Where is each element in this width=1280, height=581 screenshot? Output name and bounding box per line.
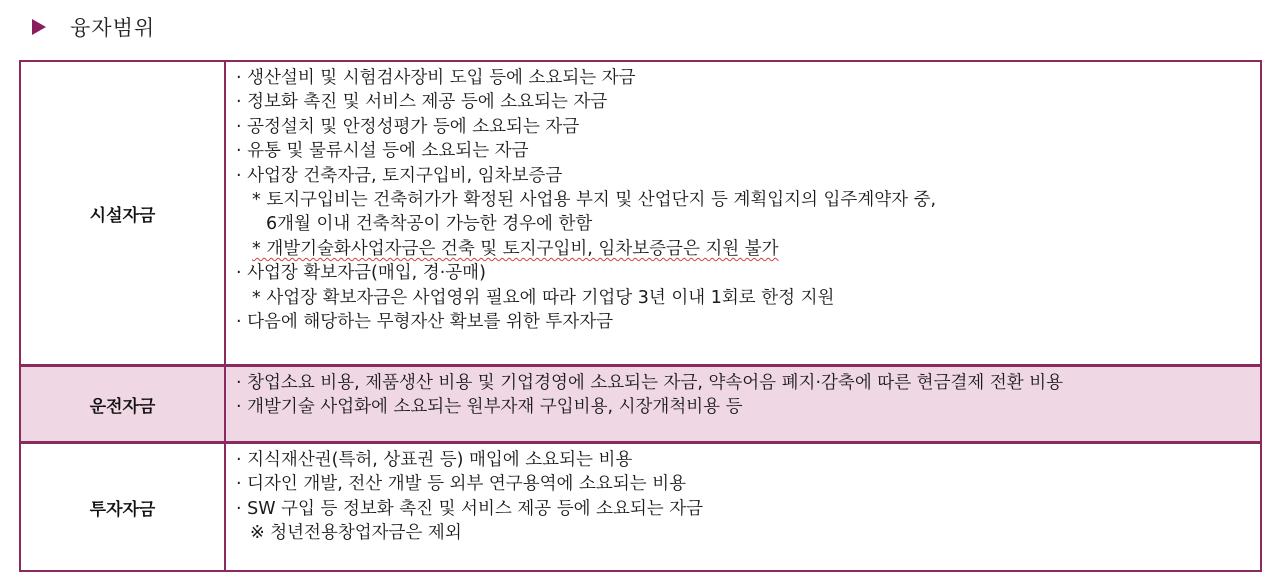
table-row-investment (20, 443, 1261, 572)
list-item: · 개발기술 사업화에 소요되는 원부자재 구입비용, 시장개척비용 등 (236, 397, 743, 418)
list-item: · 창업소요 비용, 제품생산 비용 및 기업경영에 소요되는 자금, 약속어음 폐지·감축에 따른 현금결제 전환 비용 (236, 373, 1064, 393)
note-item (236, 237, 1250, 261)
category-investment-fund: 투자자금 (20, 443, 225, 572)
list-item: · 다음에 해당하는 무형자산 확보를 위한 투자자금 (236, 312, 614, 333)
list-item: · 정보화 촉진 및 서비스 제공 등에 소요되는 자금 (236, 92, 608, 113)
note-item: * 토지구입비는 건축허가가 확정된 사업용 부지 및 산업단지 등 계획입지의 입주계약자 중, (252, 190, 937, 211)
category-operating-fund: 운전자금 (20, 366, 225, 443)
note-item-continued: 6개월 이내 건축착공이 가능한 경우에 한함 (266, 214, 593, 235)
list-item: · 지식재산권(특허, 상표권 등) 매입에 소요되는 비용 (236, 450, 633, 470)
note-item-text: * 개발기술화사업자금은 건축 및 토지구입비, 임차보증금은 지원 불가 (252, 238, 779, 259)
operating-fund-items (225, 366, 1261, 443)
section-title: 융자범위 (70, 16, 156, 40)
table-row-operating (20, 366, 1261, 443)
list-item: · 유통 및 물류시설 등에 소요되는 자금 (236, 141, 529, 162)
list-item: · SW 구입 등 정보화 촉진 및 서비스 제공 등에 소요되는 자금 (236, 498, 704, 519)
triangle-bullet-icon (32, 19, 46, 35)
list-item: · 공정설치 및 안정성평가 등에 소요되는 자금 (236, 116, 580, 137)
section-heading (32, 12, 155, 42)
investment-fund-items (225, 443, 1261, 572)
facility-fund-items (225, 61, 1261, 366)
note-item: ※ 청년전용창업자금은 제외 (250, 523, 462, 544)
list-item: · 사업장 건축자금, 토지구입비, 임차보증금 (236, 165, 563, 186)
loan-scope-table (19, 60, 1262, 572)
note-item: * 사업장 확보자금은 사업영위 필요에 따라 기업당 3년 이내 1회로 한정 지원 (252, 287, 835, 308)
category-facility-fund: 시설자금 (20, 61, 225, 366)
table-row-facility (20, 61, 1261, 366)
list-item: · 디자인 개발, 전산 개발 등 외부 연구용역에 소요되는 비용 (236, 474, 687, 495)
list-item: · 생산설비 및 시험검사장비 도입 등에 소요되는 자금 (236, 68, 636, 88)
list-item: · 사업장 확보자금(매입, 경·공매) (236, 263, 486, 284)
